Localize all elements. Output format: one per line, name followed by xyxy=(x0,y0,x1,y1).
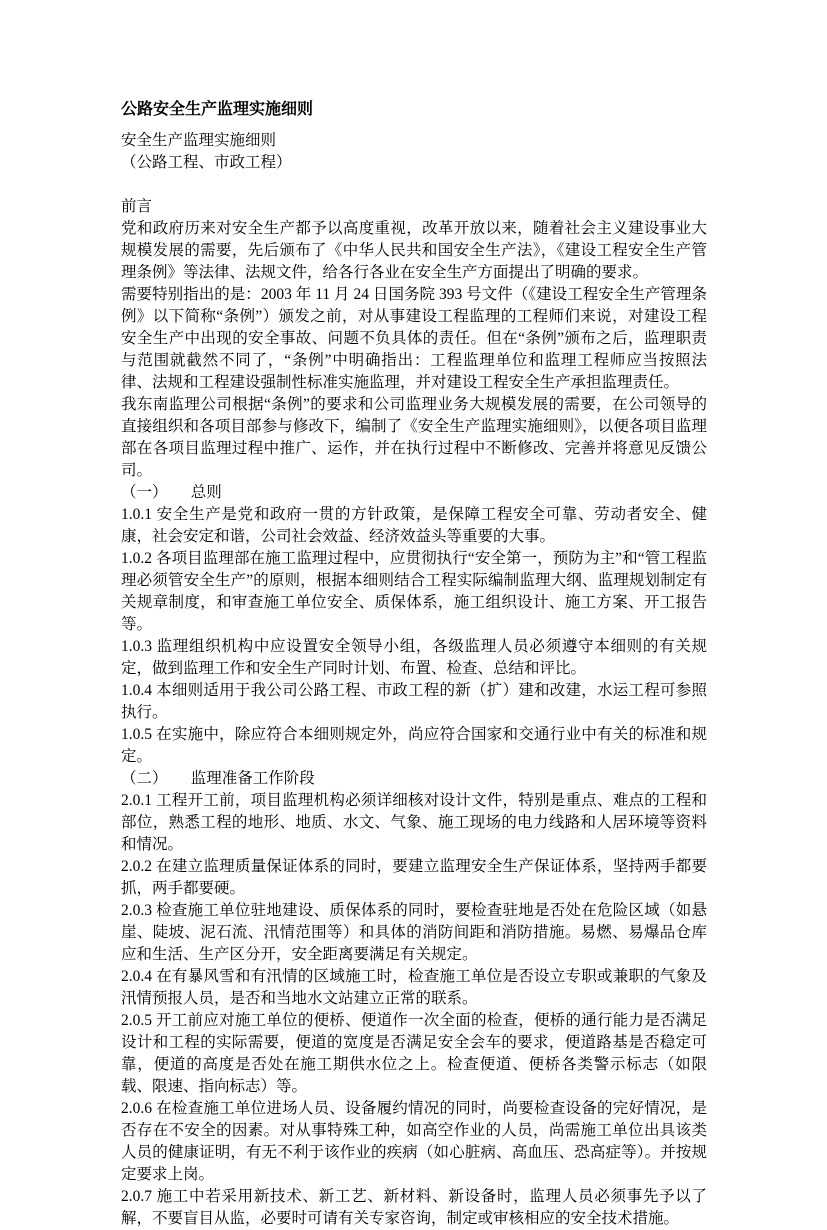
preface-para-2: 需要特别指出的是：2003 年 11 月 24 日国务院 393 号文件（《建设工程安全生产管理条例》以下简称“条例”）颁发之前，对从事建设工程监理的工程师们来说，对建设工程安全生产中出现的安全事故、问题不负具体的责任。但在“条例”颁布之后，监理职责与范围就截然不同了，“条例”中明确指出：工程监理单位和监理工程师应当按照法律、法规和工程建设强制性标准实施监理，并对建设工程安全生产承担监理责任。 xyxy=(121,286,707,391)
doc-title: 公路安全生产监理实施细则 xyxy=(121,101,314,118)
clause-2-0-1: 2.0.1 工程开工前，项目监理机构必须详细核对设计文件，特别是重点、难点的工程和部位，熟悉工程的地形、地质、水文、气象、施工现场的电力线路和人居环境等资料和情况。 xyxy=(121,792,707,853)
clause-2-0-4: 2.0.4 在有暴风雪和有汛情的区域施工时，检查施工单位是否设立专职或兼职的气象及汛情预报人员，是否和当地水文站建立正常的联系。 xyxy=(121,968,707,1007)
clause-2-0-2: 2.0.2 在建立监理质量保证体系的同时，要建立监理安全生产保证体系，坚持两手都要抓，两手都要硬。 xyxy=(121,858,707,897)
clause-2-0-5: 2.0.5 开工前应对施工单位的便桥、便道作一次全面的检查，便桥的通行能力是否满足设计和工程的实际需要，便道的宽度是否满足安全会车的要求，便道路基是否稳定可靠，便道的高度是否处在施工期供水位之上。检查便道、便桥各类警示标志（如限载、限速、指向标志）等。 xyxy=(121,1012,707,1095)
doc-subtitle-scope: （公路工程、市政工程） xyxy=(121,154,292,171)
section-1-heading: （一） 总则 xyxy=(121,484,222,501)
clause-1-0-4: 1.0.4 本细则适用于我公司公路工程、市政工程的新（扩）建和改建，水运工程可参照执行。 xyxy=(121,682,707,721)
clause-2-0-3: 2.0.3 检查施工单位驻地建设、质保体系的同时，要检查驻地是否处在危险区域（如悬崖、陡坡、泥石流、汛情范围等）和具体的消防间距和消防措施。易燃、易爆品仓库应和生活、生产区分开，安全距离要满足有关规定。 xyxy=(121,902,707,963)
preface-para-1: 党和政府历来对安全生产都予以高度重视，改革开放以来，随着社会主义建设事业大规模发展的需要，先后颁布了《中华人民共和国安全生产法》，《建设工程安全生产管理条例》等法律、法规文件，给各行各业在安全生产方面提出了明确的要求。 xyxy=(121,220,707,281)
clause-1-0-5: 1.0.5 在实施中，除应符合本细则规定外，尚应符合国家和交通行业中有关的标准和规定。 xyxy=(121,726,707,765)
preface-para-3: 我东南监理公司根据“条例”的要求和公司监理业务大规模发展的需要，在公司领导的直接组织和各项目部参与修改下，编制了《安全生产监理实施细则》，以便各项目监理部在各项目监理过程中推广、运作，并在执行过程中不断修改、完善并将意见反馈公司。 xyxy=(121,396,707,479)
clause-1-0-1: 1.0.1 安全生产是党和政府一贯的方针政策，是保障工程安全可靠、劳动者安全、健康，社会安定和谐，公司社会效益、经济效益头等重要的大事。 xyxy=(121,506,707,545)
section-2-heading: （二） 监理准备工作阶段 xyxy=(121,770,315,787)
doc-subtitle: 安全生产监理实施细则 xyxy=(121,132,277,149)
clause-1-0-3: 1.0.3 监理组织机构中应设置安全领导小组，各级监理人员必须遵守本细则的有关规定，做到监理工作和安全生产同时计划、布置、检查、总结和评比。 xyxy=(121,638,707,677)
preface-heading: 前言 xyxy=(121,198,153,215)
clause-2-0-6: 2.0.6 在检查施工单位进场人员、设备履约情况的同时，尚要检查设备的完好情况，是否存在不安全的因素。对从事特殊工种，如高空作业的人员，尚需施工单位出具该类人员的健康证明，有无不利于该作业的疾病（如心脏病、高血压、恐高症等）。并按规定要求上岗。 xyxy=(121,1100,707,1183)
clause-2-0-7: 2.0.7 施工中若采用新技术、新工艺、新材料、新设备时，监理人员必须事先予以了解，不要盲目从监，必要时可请有关专家咨询，制定或审核相应的安全技术措施。 xyxy=(121,1188,707,1227)
clause-1-0-2: 1.0.2 各项目监理部在施工监理过程中，应贯彻执行“安全第一，预防为主”和“管工程监理必须管安全生产”的原则，根据本细则结合工程实际编制监理大纲、监理规划制定有关规章制度，和审查施工单位安全、质保体系，施工组织设计、施工方案、开工报告等。 xyxy=(121,550,707,633)
blank-line xyxy=(121,174,707,196)
